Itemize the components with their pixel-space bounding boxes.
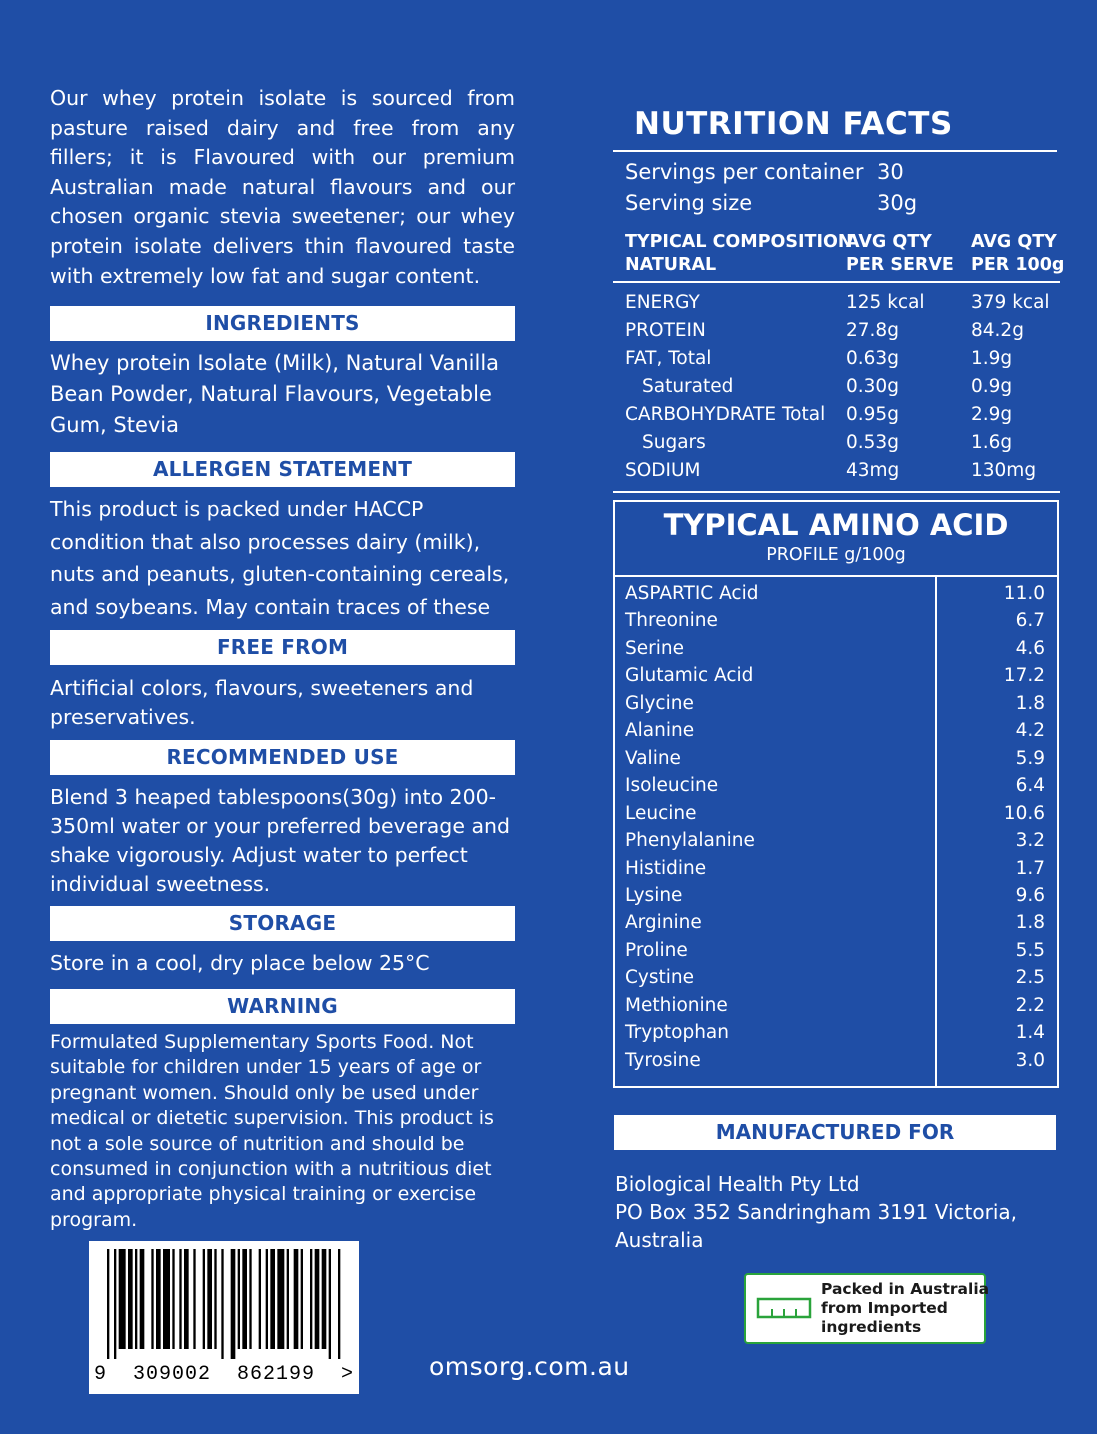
amino-name: Tyrosine <box>625 1049 701 1071</box>
nutrient-name: CARBOHYDRATE Total <box>625 404 826 425</box>
column-header-composition: TYPICAL COMPOSITION NATURAL <box>625 232 853 275</box>
amino-row <box>625 885 1045 912</box>
column-header-per-100g: AVG QTY PER 100g <box>971 232 1065 275</box>
nutrient-name: ENERGY <box>625 292 700 313</box>
nutrient-name: Sugars <box>642 432 706 453</box>
per-serve-value: 43mg <box>846 460 900 481</box>
nutrition-row <box>625 404 1065 432</box>
intro-paragraph: Our whey protein isolate is sourced from pasture raised dairy and free from any fillers; it is Flavoured with our premium Australian made natural flavours and our chosen organic stevia sweetener; our whey protein isolate delivers thin flavoured taste with extremely low fat and sugar content. <box>50 86 515 288</box>
per-serve-value: 0.53g <box>846 432 899 453</box>
nutrition-row <box>625 376 1065 404</box>
amino-value: 5.9 <box>1015 747 1045 769</box>
per-serve-value: 0.30g <box>846 376 899 397</box>
per-100g-value: 2.9g <box>971 404 1013 425</box>
servings-label: Servings per container <box>625 160 864 184</box>
per-100g-value: 379 kcal <box>971 292 1050 313</box>
amino-value: 1.8 <box>1015 912 1045 934</box>
ingredients-heading: INGREDIENTS <box>50 306 515 341</box>
amino-subtitle: PROFILE g/100g <box>766 545 906 565</box>
amino-name: Phenylalanine <box>625 830 755 852</box>
amino-row <box>625 995 1045 1022</box>
amino-row <box>625 1050 1045 1077</box>
website-url: omsorg.com.au <box>429 1352 630 1381</box>
nutrition-header-rule <box>613 281 1060 283</box>
manufactured-for-heading: MANUFACTURED FOR <box>614 1115 1056 1150</box>
nutrient-name: SODIUM <box>625 460 701 481</box>
amino-name: Proline <box>625 939 688 961</box>
recommended-use-text: Blend 3 heaped tablespoons(30g) into 200-350ml water or your preferred beverage and shake vigorously. Adjust water to perfect individual sweetness. <box>50 785 511 896</box>
ingredients-text: Whey protein Isolate (Milk), Natural Vanilla Bean Powder, Natural Flavours, Vegetable Gum, Stevia <box>50 351 500 437</box>
per-100g-value: 130mg <box>971 460 1037 481</box>
servings-value: 30 <box>877 160 904 184</box>
warning-heading: WARNING <box>50 989 515 1024</box>
nutrition-row <box>625 348 1065 376</box>
amino-value: 17.2 <box>1003 665 1045 687</box>
amino-value: 11.0 <box>1003 583 1045 604</box>
manufacturer-name: Biological Health Pty Ltd <box>615 1172 860 1196</box>
amino-row <box>625 775 1045 802</box>
amino-title: TYPICAL AMINO ACID <box>663 508 1009 542</box>
warning-text: Formulated Supplementary Sports Food. Not suitable for children under 15 years of age or pregnant women. Should only be used under medical or dietetic supervision. This product is not a sole source of nutrition and should be consumed in conjunction with a nutritious diet and appropriate physical training or exercise program. <box>50 1031 494 1231</box>
amino-name: Methionine <box>625 994 728 1016</box>
allergen-text: This product is packed under HACCP condition that also processes dairy (milk), nuts and peanuts, gluten-containing cereals, and soybeans. May contain traces of these <box>50 497 510 619</box>
amino-name: Histidine <box>625 857 707 879</box>
amino-row <box>625 803 1045 830</box>
barcode-digits: 9 309002 862199 > <box>93 1363 355 1386</box>
nutrition-title-rule <box>613 150 1057 152</box>
nutrition-title: NUTRITION FACTS <box>634 106 953 142</box>
amino-name: Glycine <box>625 692 694 714</box>
amino-name: Valine <box>625 747 681 769</box>
amino-value: 2.2 <box>1015 994 1045 1016</box>
amino-value: 3.2 <box>1015 830 1045 852</box>
amino-value: 1.4 <box>1015 1022 1045 1044</box>
amino-name: Arginine <box>625 912 702 934</box>
amino-row <box>625 638 1045 665</box>
amino-value: 1.7 <box>1015 857 1045 879</box>
nutrient-name: FAT, Total <box>625 348 712 369</box>
amino-value: 3.0 <box>1015 1049 1045 1071</box>
allergen-heading: ALLERGEN STATEMENT <box>50 452 515 487</box>
amino-value: 5.5 <box>1015 939 1045 961</box>
storage-heading: STORAGE <box>50 906 515 941</box>
per-serve-value: 125 kcal <box>846 292 925 313</box>
amino-name: Leucine <box>625 802 697 824</box>
amino-value: 6.7 <box>1015 610 1045 632</box>
ruler-icon <box>756 1297 812 1319</box>
amino-row <box>625 1022 1045 1049</box>
per-100g-value: 84.2g <box>971 320 1024 341</box>
per-100g-value: 0.9g <box>971 376 1013 397</box>
per-serve-value: 0.95g <box>846 404 899 425</box>
nutrition-row <box>625 432 1065 460</box>
per-serve-value: 27.8g <box>846 320 899 341</box>
amino-row <box>625 610 1045 637</box>
amino-name: Threonine <box>625 610 718 632</box>
amino-row <box>625 748 1045 775</box>
amino-value: 1.8 <box>1015 692 1045 714</box>
amino-name: Serine <box>625 637 684 659</box>
amino-value: 2.5 <box>1015 967 1045 989</box>
amino-value: 4.2 <box>1015 720 1045 742</box>
nutrition-row <box>625 292 1065 320</box>
free-from-text: Artificial colors, flavours, sweeteners and preservatives. <box>50 676 474 729</box>
amino-header-rule <box>613 575 1059 577</box>
nutrient-name: Saturated <box>642 376 734 397</box>
amino-row <box>625 693 1045 720</box>
packed-badge-text: Packed in Australia from Imported ingredients <box>821 1280 990 1336</box>
amino-name: Lysine <box>625 884 683 906</box>
amino-name: Tryptophan <box>625 1022 729 1044</box>
packed-in-australia-badge <box>744 1273 990 1344</box>
amino-value: 9.6 <box>1015 884 1045 906</box>
serving-size-label: Serving size <box>625 191 753 215</box>
barcode <box>89 1241 359 1394</box>
manufacturer-po-box: PO Box 352 Sandringham 3191 Victoria, Australia <box>615 1200 1017 1252</box>
nutrient-name: PROTEIN <box>625 320 706 341</box>
nutrition-row <box>625 320 1065 348</box>
barcode-bars <box>107 1249 345 1359</box>
per-100g-value: 1.6g <box>971 432 1013 453</box>
amino-row <box>625 940 1045 967</box>
amino-value: 6.4 <box>1015 775 1045 797</box>
serving-size-value: 30g <box>877 191 918 215</box>
manufacturer-address <box>615 1170 1097 1254</box>
amino-name: Alanine <box>625 720 695 742</box>
column-header-per-serve: AVG QTY PER SERVE <box>846 232 954 275</box>
amino-row <box>625 665 1045 692</box>
amino-name: Glutamic Acid <box>625 665 754 687</box>
free-from-heading: FREE FROM <box>50 630 515 665</box>
amino-row <box>625 830 1045 857</box>
recommended-use-heading: RECOMMENDED USE <box>50 740 515 775</box>
amino-row <box>625 720 1045 747</box>
per-serve-value: 0.63g <box>846 348 899 369</box>
nutrition-bottom-rule <box>613 491 1060 493</box>
per-100g-value: 1.9g <box>971 348 1013 369</box>
amino-value: 10.6 <box>1003 802 1045 824</box>
storage-text: Store in a cool, dry place below 25°C <box>50 951 430 975</box>
amino-row <box>625 967 1045 994</box>
amino-value: 4.6 <box>1015 637 1045 659</box>
amino-name: ASPARTIC Acid <box>625 583 759 604</box>
amino-row <box>625 912 1045 939</box>
amino-name: Isoleucine <box>625 775 719 797</box>
nutrition-row <box>625 460 1065 488</box>
amino-row <box>625 858 1045 885</box>
amino-row <box>625 583 1045 610</box>
amino-name: Cystine <box>625 967 695 989</box>
